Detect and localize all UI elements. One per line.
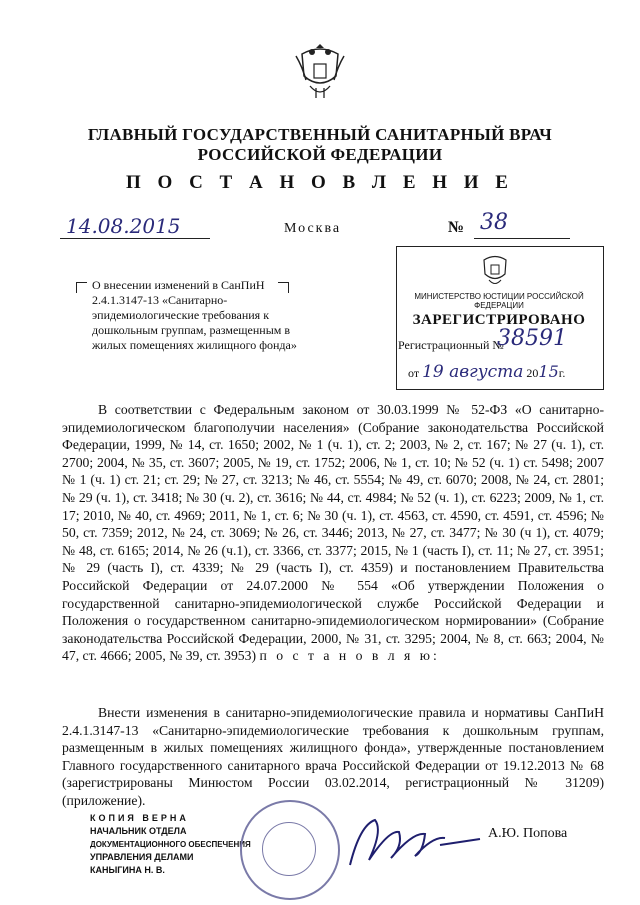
stamp-year-prefix: 20: [526, 366, 539, 380]
stamp-date-prefix: от: [408, 366, 420, 380]
stamp-date-line: [408, 362, 565, 382]
document-type-title: П О С Т А Н О В Л Е Н И Е: [126, 172, 514, 193]
signer-name: А.Ю. Попова: [488, 826, 568, 841]
copy-line-3: ДОКУМЕНТАЦИОННОГО ОБЕСПЕЧЕНИЯ: [90, 840, 251, 849]
stamp-year-suffix: 15: [538, 362, 559, 381]
copy-line-2: НАЧАЛЬНИК ОТДЕЛА: [90, 826, 187, 836]
stamp-year-end: г.: [558, 366, 566, 380]
decree-word: п о с т а н о в л я ю:: [259, 648, 440, 664]
paragraph-1-text: В соответствии с Федеральным законом от 30.03.1999 № 52-ФЗ «О санитарно-эпидемиологическом благополучии населения» (Собрание законодательства Российской Федерации, 1999, № 14, ст. 1650; 2002, № 1 (ч. 1), ст. 2; 2003, № 2, ст. 167; № 27 (ч. 1), ст. 2700; 2004, № 35, ст. 3607; 2005, № 19, ст. 1752; 2006, № 1, ст. 10; № 52 (ч. 1) ст. 5498; 2007 № 1 (ч. 1) ст. 21; ст. 29; № 27, ст. 3213; № 46, ст. 5554; № 49, ст. 6070; 2008, № 24, ст. 2801; № 29 (ч. 1), ст. 3418; № 30 (ч. 2), ст. 3616; № 44, ст. 4984; № 52 (ч. 1), ст. 6223; 2009, № 1, ст. 17; 2010, № 40, ст. 4969; 2011, № 1, ст. 6; № 30 (ч. 1), ст. 4563, ст. 4590, ст. 4591, ст. 4596; № 50, ст. 7359; 2012, № 24, ст. 3069; № 26, ст. 3446; 2013, № 27, ст. 3477; № 30 (ч 1), ст. 4079; № 48, ст. 6165; 2014, № 26 (ч.1), ст. 3366, ст. 3377; 2015, № 1 (часть I), ст. 11; № 27, ст. 3951; № 29 (часть I), ст. 4339; № 29 (часть I), ст. 4359) и постановлением Правительства Российской Федерации от 24.07.2000 № 554 «Об утверждении Положения о государственной санитарно-эпидемиологической службе Российской Федерации и Положения о государственном санитарно-эпидемиологическом нормировании» (Собрание законодательства Российской Федерации, 2000, № 31, ст. 3295; 2004, № 8, ст. 663; 2004, № 47, ст. 4666; 2005, № 39, ст. 3953): [62, 402, 604, 664]
stamp-registered-label: ЗАРЕГИСТРИРОВАНО: [412, 312, 586, 328]
document-date: 14.08.2015: [66, 214, 181, 238]
body-paragraph-2: Внести изменения в санитарно-эпидемиологические правила и нормативы СанПиН 2.4.1.3147-13 «Санитарно-эпидемиологические требования к дошкольным группам, размещенным в жилых помещениях жилищного фонда», утвержденные постановлением Главного государственного санитарного врача Российской Федерации от 19.12.2013 № 68 (зарегистрированы Минюстом России 03.02.2014, регистрационный № 31209) (приложение).: [62, 705, 604, 808]
russian-coat-of-arms-icon: [292, 38, 348, 104]
subject-bracket-left: [76, 282, 87, 293]
copy-line-1: КОПИЯ ВЕРНА: [90, 813, 189, 823]
stamp-ministry-name: МИНИСТЕРСТВО ЮСТИЦИИ РОССИЙСКОЙ ФЕДЕРАЦИИ: [414, 292, 584, 310]
body-paragraph-1: [62, 401, 604, 665]
handwritten-signature-icon: [330, 805, 510, 885]
stamp-registration-number: 38591: [497, 326, 567, 351]
copy-certification: [90, 812, 260, 877]
stamp-emblem-icon: [478, 250, 512, 290]
number-underline: [474, 238, 570, 239]
seal-inner-ring: [262, 822, 316, 876]
authority-title-line1: ГЛАВНЫЙ ГОСУДАРСТВЕННЫЙ САНИТАРНЫЙ ВРАЧ: [87, 125, 553, 144]
authority-title-line2: РОССИЙСКОЙ ФЕДЕРАЦИИ: [197, 145, 443, 164]
document-number: 38: [480, 210, 508, 235]
copy-line-5: КАНЫГИНА Н. В.: [90, 865, 165, 875]
number-label: №: [448, 219, 465, 236]
date-underline: [60, 238, 210, 239]
stamp-registration-label: Регистрационный №: [398, 338, 504, 352]
copy-line-4: УПРАВЛЕНИЯ ДЕЛАМИ: [90, 852, 194, 862]
document-subject: О внесении изменений в СанПиН 2.4.1.3147-13 «Санитарно-эпидемиологические требования к дошкольным группам, размещенным в жилых помещениях жилищного фонда»: [92, 278, 297, 352]
stamp-date-value: 19 августа: [422, 362, 524, 382]
document-city: Москва: [284, 221, 342, 236]
